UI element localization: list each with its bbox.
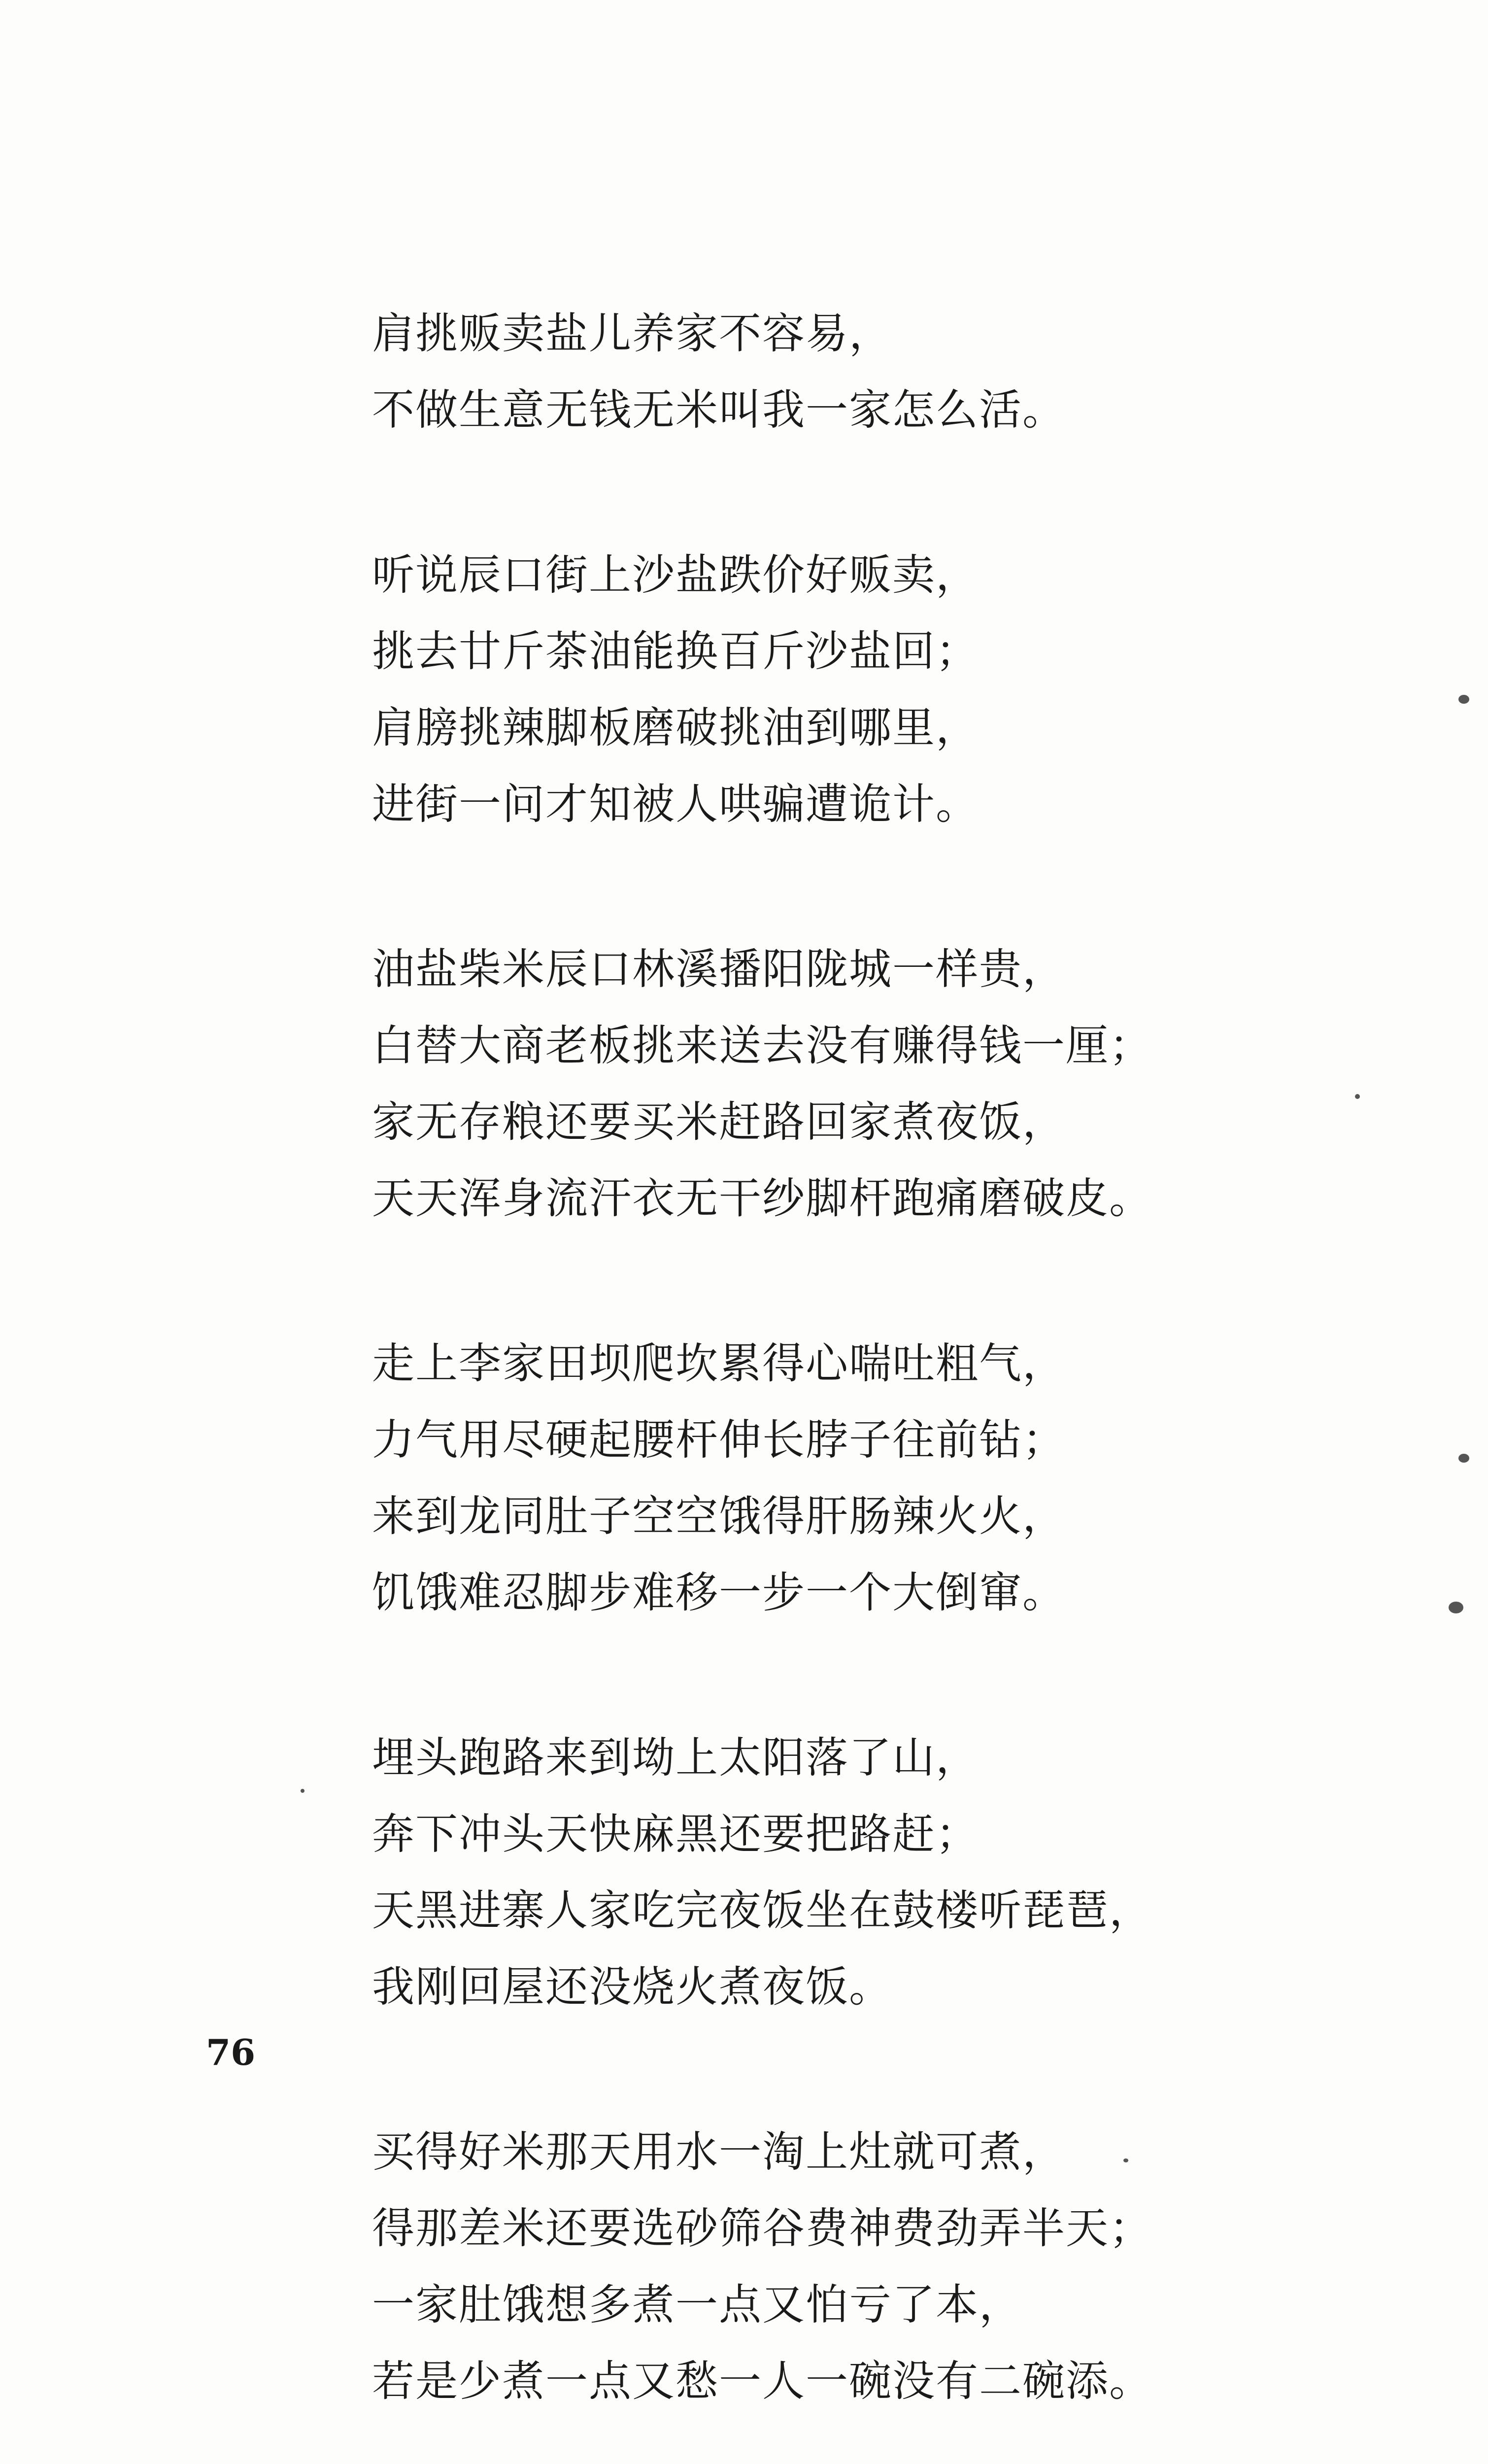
scan-speck: [1458, 1454, 1469, 1463]
scan-speck: [1449, 1602, 1463, 1613]
stanza: [372, 2114, 1160, 2420]
poem-line: 力气用尽硬起腰杆伸长脖子往前钻；: [372, 1415, 1066, 1465]
poem-line: 一家肚饿想多煮一点又怕亏了本，: [372, 2280, 1022, 2329]
scan-speck: [1355, 1094, 1360, 1099]
page-number: 76: [206, 2031, 256, 2073]
poem-line: 油盐柴米辰口林溪播阳陇城一样贵，: [372, 945, 1066, 994]
poem-line: 得那差米还要选砂筛谷费神费劲弄半天；: [372, 2204, 1152, 2253]
stanza: [372, 296, 1160, 448]
stanza: [372, 931, 1160, 1237]
poem-line: 来到龙同肚子空空饿得肝肠辣火火，: [372, 1492, 1066, 1541]
poem-body: [372, 296, 1160, 2464]
stanza: [372, 537, 1160, 843]
poem-line: 家无存粮还要买米赶路回家煮夜饭，: [372, 1097, 1066, 1147]
poem-line: 听说辰口街上沙盐跌价好贩卖，: [372, 550, 979, 600]
poem-line: 奔下冲头天快麻黑还要把路赶；: [372, 1810, 979, 1859]
stanza: [372, 1326, 1160, 1631]
scan-speck: [1458, 695, 1469, 704]
scan-speck: [1123, 2158, 1128, 2162]
poem-line: 饥饿难忍脚步难移一步一个大倒窜。: [372, 1568, 1066, 1617]
poem-line: 天天浑身流汗衣无干纱脚杆跑痛磨破皮。: [372, 1174, 1152, 1223]
poem-line: 挑去廿斤茶油能换百斤沙盐回；: [372, 627, 979, 676]
poem-line: 若是少煮一点又愁一人一碗没有二碗添。: [372, 2357, 1152, 2406]
poem-line: 我刚回屋还没烧火煮夜饭。: [372, 1962, 892, 2012]
poem-line: 进街一问才知被人哄骗遭诡计。: [372, 780, 979, 829]
poem-line: 肩膀挑辣脚板磨破挑油到哪里，: [372, 703, 979, 753]
stanza: [372, 1720, 1160, 2025]
poem-line: 肩挑贩卖盐儿养家不容易，: [372, 309, 892, 358]
poem-line: 走上李家田坝爬坎累得心喘吐粗气，: [372, 1339, 1066, 1388]
poem-line: 白替大商老板挑来送去没有赚得钱一厘；: [372, 1021, 1152, 1070]
poem-line: 买得好米那天用水一淘上灶就可煮，: [372, 2127, 1066, 2177]
scan-speck: [301, 1789, 304, 1793]
poem-line: 天黑进寨人家吃完夜饭坐在鼓楼听琵琶，: [372, 1886, 1152, 1935]
poem-line: 不做生意无钱无米叫我一家怎么活。: [372, 385, 1066, 435]
poem-line: 埋头跑路来到坳上太阳落了山，: [372, 1733, 979, 1782]
